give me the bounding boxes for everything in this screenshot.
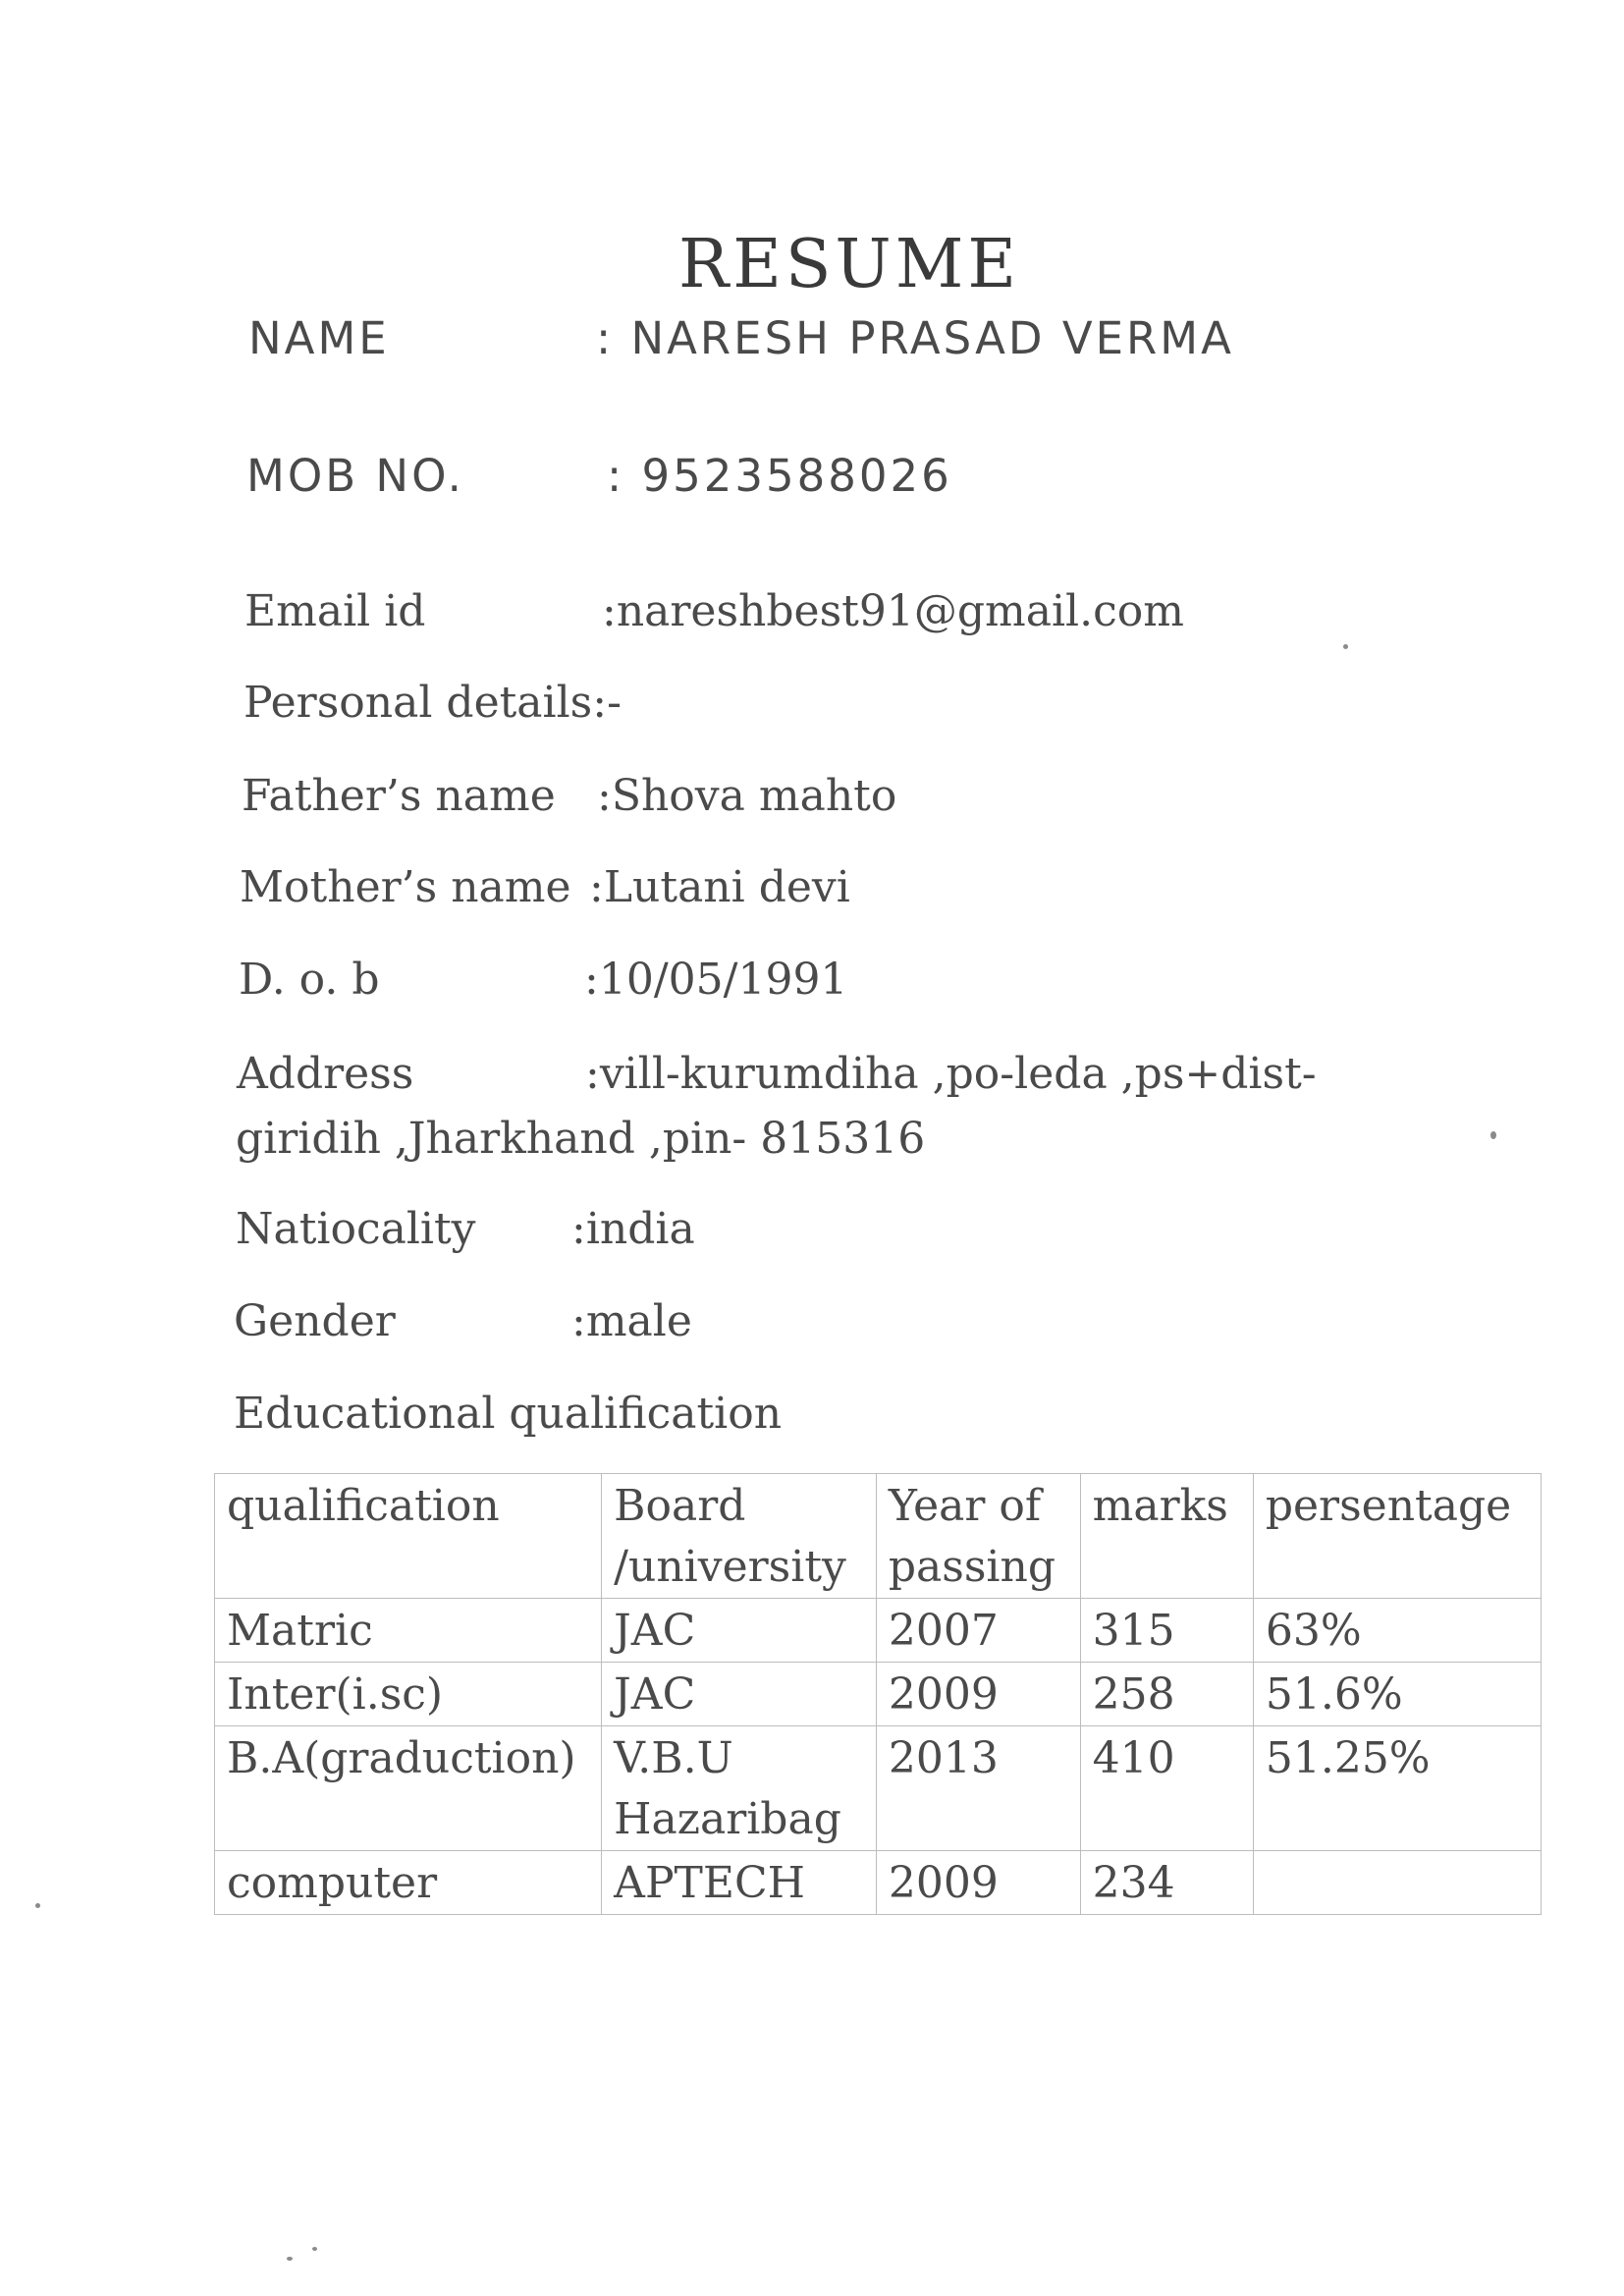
table-row [215,1726,1542,1851]
mother-label: Mother’s name [240,862,571,912]
education-table [214,1473,1542,1915]
table-cell: JAC [602,1599,877,1663]
table-row [215,1599,1542,1663]
email-value: :nareshbest91@gmail.com [602,586,1184,636]
table-cell: 315 [1080,1599,1253,1663]
father-value: :Shova mahto [597,771,897,821]
table-cell: 2013 [876,1726,1080,1851]
table-cell: 2009 [876,1851,1080,1915]
personal-details-heading: Personal details:- [244,678,622,728]
scan-speck [35,1903,40,1908]
gender-value: :male [571,1296,692,1346]
name-label: NAME [248,312,390,364]
table-cell: 410 [1080,1726,1253,1851]
gender-label: Gender [234,1296,396,1346]
column-header: qualification [215,1474,602,1599]
address-line1: :vill-kurumdiha ,po-leda ,ps+dist- [585,1049,1317,1099]
mob-value: : 9523588026 [607,450,952,502]
scan-speck [287,2257,293,2261]
column-header: persentage [1253,1474,1541,1599]
table-cell: 51.6% [1253,1663,1541,1726]
table-row [215,1851,1542,1915]
column-header: marks [1080,1474,1253,1599]
mob-label: MOB NO. [246,450,464,502]
mother-value: :Lutani devi [589,862,850,912]
table-cell: Inter(i.sc) [215,1663,602,1726]
table-row [215,1663,1542,1726]
table-cell: 234 [1080,1851,1253,1915]
resume-title: RESUME [678,226,1020,303]
dob-value: :10/05/1991 [584,955,848,1005]
nationality-label: Natiocality [236,1204,476,1254]
table-cell: 2009 [876,1663,1080,1726]
table-cell [1253,1851,1541,1915]
column-header: Year of passing [876,1474,1080,1599]
table-cell: 51.25% [1253,1726,1541,1851]
table-cell: computer [215,1851,602,1915]
table-cell: JAC [602,1663,877,1726]
table-header-row [215,1474,1542,1599]
dob-label: D. o. b [239,955,380,1005]
scan-speck [312,2247,317,2251]
table-cell: APTECH [602,1851,877,1915]
name-value: : NARESH PRASAD VERMA [596,312,1234,364]
table-cell: B.A(graduction) [215,1726,602,1851]
table-cell: 258 [1080,1663,1253,1726]
table-cell: 2007 [876,1599,1080,1663]
scan-speck [1343,644,1348,649]
education-heading: Educational qualification [234,1389,783,1439]
table-cell: V.B.U Hazaribag [602,1726,877,1851]
father-label: Father’s name [242,771,556,821]
email-label: Email id [244,586,426,636]
scan-speck [1490,1131,1496,1139]
table-cell: 63% [1253,1599,1541,1663]
address-line2: giridih ,Jharkhand ,pin- 815316 [236,1114,926,1164]
table-cell: Matric [215,1599,602,1663]
nationality-value: :india [571,1204,695,1254]
column-header: Board /university [602,1474,877,1599]
address-label: Address [237,1049,414,1099]
